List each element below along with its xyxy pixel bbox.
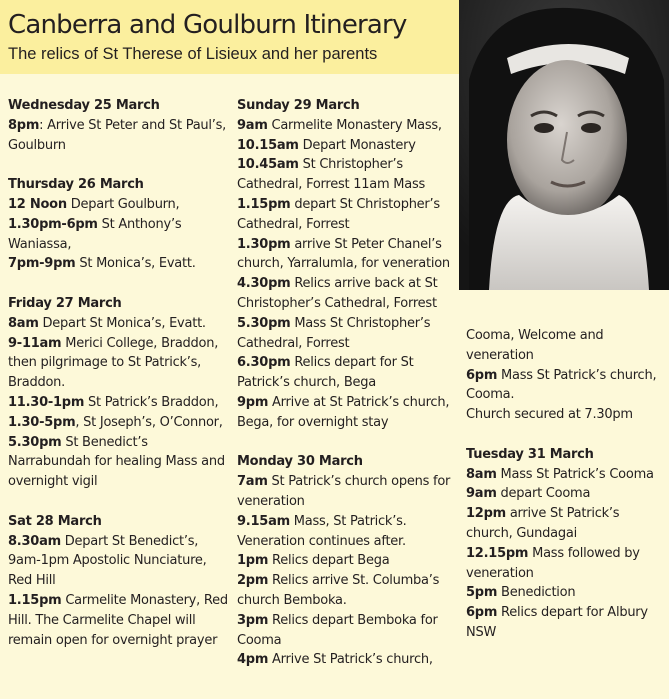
event-description: St Patrick’s church opens for veneration bbox=[237, 474, 451, 509]
itinerary-event bbox=[237, 472, 459, 512]
day-heading: Friday 27 March bbox=[8, 295, 122, 311]
event-time: 10.45am bbox=[237, 157, 299, 173]
day-heading: Wednesday 25 March bbox=[8, 98, 160, 113]
event-description: Relics depart for St Patrick’s church, Bega bbox=[237, 355, 414, 391]
itinerary-event bbox=[466, 583, 669, 603]
itinerary-day bbox=[237, 96, 459, 433]
event-time: 9-11am bbox=[8, 335, 62, 351]
header-banner bbox=[0, 0, 459, 74]
day-heading: Tuesday 31 March bbox=[466, 446, 594, 462]
itinerary-event bbox=[466, 326, 669, 366]
event-time: 1.30pm bbox=[237, 236, 291, 252]
itinerary-day bbox=[237, 452, 459, 670]
event-description: Relics depart for Albury NSW bbox=[466, 605, 648, 640]
event-time: 6.30pm bbox=[237, 355, 291, 371]
event-description: Arrive St Patrick’s church, bbox=[268, 652, 433, 668]
event-description: St Christopher’s Cathedral, Forrest 11am Mass bbox=[237, 157, 425, 193]
itinerary-event bbox=[8, 393, 234, 413]
itinerary-event bbox=[466, 504, 669, 544]
itinerary-day bbox=[8, 175, 234, 274]
itinerary-day bbox=[466, 445, 669, 643]
event-description: Depart Goulburn, bbox=[66, 196, 180, 212]
itinerary-event bbox=[237, 551, 459, 571]
event-description: Relics arrive back at St Christopher’s Cathedral, Forrest bbox=[237, 276, 438, 311]
itinerary-column-1 bbox=[8, 96, 234, 670]
event-time: 8am bbox=[8, 315, 39, 331]
event-time: 4pm bbox=[237, 652, 269, 668]
event-description: Relics depart Bemboka for Cooma bbox=[237, 612, 438, 648]
itinerary-event bbox=[8, 433, 234, 492]
event-description: Arrive at St Patrick’s church, Bega, for overnight stay bbox=[237, 394, 450, 430]
itinerary-event bbox=[237, 314, 459, 354]
day-heading: Thursday 26 March bbox=[8, 177, 144, 193]
event-description: Cooma, Welcome and veneration bbox=[466, 328, 604, 363]
event-time: 3pm bbox=[237, 612, 269, 628]
itinerary-event bbox=[466, 465, 669, 485]
event-description: Mass St Christopher’s Cathedral, Forrest bbox=[237, 315, 431, 351]
itinerary-day bbox=[8, 294, 234, 492]
event-time: 8am bbox=[466, 466, 497, 482]
event-time: 7pm-9pm bbox=[8, 256, 76, 272]
itinerary-event bbox=[237, 571, 459, 611]
itinerary-event bbox=[8, 116, 234, 156]
event-time: 1pm bbox=[237, 553, 269, 569]
itinerary-event bbox=[8, 591, 234, 650]
itinerary-event bbox=[237, 611, 459, 651]
itinerary-event bbox=[8, 413, 234, 433]
event-description: arrive St Patrick’s church, Gundagai bbox=[466, 506, 620, 541]
event-time: 5.30pm bbox=[237, 315, 291, 331]
event-time: 1.30pm-6pm bbox=[8, 216, 98, 232]
itinerary-event bbox=[237, 155, 459, 195]
event-description: arrive St Peter Chanel’s church, Yarralumla, for veneration bbox=[237, 236, 450, 272]
itinerary-event bbox=[237, 235, 459, 275]
event-description: depart Cooma bbox=[496, 486, 591, 502]
itinerary-day bbox=[8, 96, 234, 155]
event-description: Merici College, Braddon, then pilgrimage to St Patrick’s, Braddon. bbox=[8, 335, 219, 391]
day-heading: Monday 30 March bbox=[237, 454, 363, 470]
itinerary-column-2 bbox=[237, 96, 459, 690]
itinerary-event bbox=[237, 136, 459, 156]
event-time: 9pm bbox=[237, 394, 269, 410]
itinerary-event bbox=[237, 274, 459, 314]
event-time: 5.30pm bbox=[8, 434, 62, 450]
event-time: 11.30-1pm bbox=[8, 394, 85, 410]
itinerary-event bbox=[8, 532, 234, 591]
page-subtitle: The relics of St Therese of Lisieux and her parents bbox=[8, 45, 378, 63]
event-description: Depart Monastery bbox=[298, 137, 416, 153]
itinerary-event bbox=[237, 353, 459, 393]
event-time: 12 Noon bbox=[8, 196, 67, 212]
event-description: Carmelite Monastery, Red Hill. The Carmelite Chapel will remain open for overnight prayer bbox=[8, 592, 228, 648]
itinerary-event bbox=[466, 366, 669, 406]
itinerary-event bbox=[466, 484, 669, 504]
event-time: 9am bbox=[466, 486, 497, 502]
itinerary-event bbox=[466, 603, 669, 643]
itinerary-event bbox=[237, 116, 459, 136]
event-description: Mass St Patrick’s church, Cooma. bbox=[466, 367, 657, 403]
event-description: depart St Christopher’s Cathedral, Forrest bbox=[237, 196, 440, 232]
portrait-photo bbox=[459, 0, 669, 290]
event-time: 12pm bbox=[466, 506, 506, 522]
event-description: Depart St Monica’s, Evatt. bbox=[38, 315, 206, 331]
itinerary-event bbox=[8, 215, 234, 255]
event-time: 9.15am bbox=[237, 513, 290, 529]
event-description: Benediction bbox=[497, 585, 576, 601]
event-time: 1.30-5pm bbox=[8, 414, 76, 430]
page-title: Canberra and Goulburn Itinerary bbox=[8, 10, 407, 40]
itinerary-column-3 bbox=[466, 326, 669, 663]
event-description: Mass St Patrick’s Cooma bbox=[496, 466, 654, 482]
portrait-image bbox=[459, 0, 669, 290]
itinerary-event bbox=[237, 393, 459, 433]
event-time: 7am bbox=[237, 474, 268, 490]
event-description: St Patrick’s Braddon, bbox=[84, 394, 219, 410]
event-time: 8.30am bbox=[8, 533, 61, 549]
day-heading: Sunday 29 March bbox=[237, 98, 360, 113]
event-time: 1.15pm bbox=[237, 196, 291, 212]
event-description: Relics arrive St. Columba’s church Bemboka. bbox=[237, 573, 440, 608]
event-time: 9am bbox=[237, 117, 268, 133]
event-description: Church secured at 7.30pm bbox=[466, 407, 633, 423]
event-time: 4.30pm bbox=[237, 276, 291, 292]
itinerary-event bbox=[466, 544, 669, 584]
event-description: Carmelite Monastery Mass, bbox=[267, 117, 442, 133]
itinerary-event bbox=[8, 195, 234, 215]
day-heading: Sat 28 March bbox=[8, 513, 102, 529]
event-description: Mass followed by veneration bbox=[466, 545, 640, 581]
itinerary-event bbox=[8, 314, 234, 334]
itinerary-event bbox=[237, 195, 459, 235]
event-description: : Arrive St Peter and St Paul’s, Goulburn bbox=[8, 117, 227, 153]
event-time: 8pm bbox=[8, 117, 40, 133]
event-time: 12.15pm bbox=[466, 545, 529, 561]
itinerary-event bbox=[8, 254, 234, 274]
event-description: St Anthony’s Waniassa, bbox=[8, 216, 182, 252]
event-time: 10.15am bbox=[237, 137, 299, 153]
event-description: Relics depart Bega bbox=[268, 553, 390, 569]
itinerary-event bbox=[8, 334, 234, 393]
itinerary-event bbox=[466, 405, 669, 425]
event-time: 1.15pm bbox=[8, 592, 62, 608]
event-description: St Monica’s, Evatt. bbox=[75, 256, 196, 272]
event-time: 6pm bbox=[466, 605, 498, 621]
itinerary-event bbox=[237, 512, 459, 552]
itinerary-day bbox=[466, 326, 669, 425]
event-time: 2pm bbox=[237, 573, 269, 589]
event-description: Mass, St Patrick’s. Veneration continues after. bbox=[237, 513, 407, 549]
event-description: , St Joseph’s, O’Connor, bbox=[75, 414, 223, 430]
event-time: 6pm bbox=[466, 367, 498, 383]
event-description: Depart St Benedict’s, 9am-1pm Apostolic Nunciature, Red Hill bbox=[8, 533, 207, 589]
itinerary-day bbox=[8, 512, 234, 651]
itinerary-event bbox=[237, 650, 459, 670]
event-time: 5pm bbox=[466, 585, 498, 601]
event-description: St Benedict’s Narrabundah for healing Mass and overnight vigil bbox=[8, 434, 225, 490]
